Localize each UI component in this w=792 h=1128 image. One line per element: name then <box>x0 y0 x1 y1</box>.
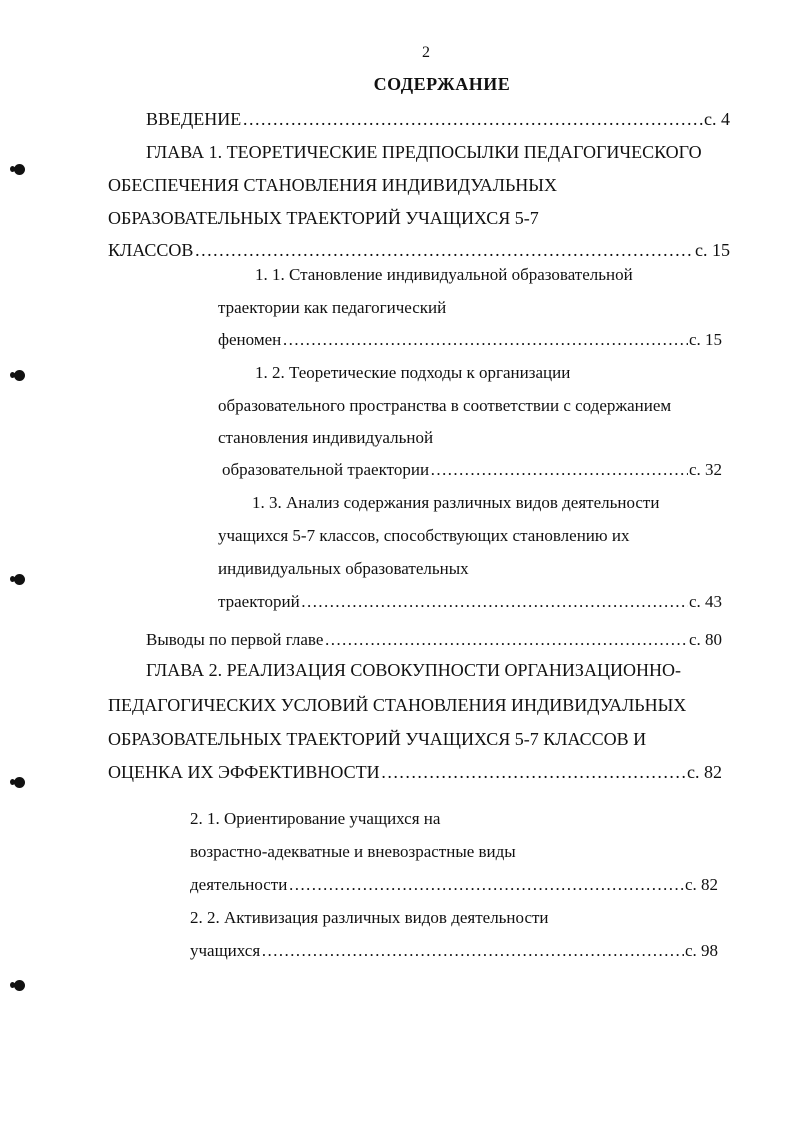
section-1-2-line: 1. 2. Теоретические подходы к организации <box>255 363 571 382</box>
toc-page: с. 15 <box>695 240 730 260</box>
toc-label: феномен <box>218 330 282 349</box>
page-title: СОДЕРЖАНИЕ <box>373 74 511 94</box>
chapter2-line: ПЕДАГОГИЧЕСКИХ УСЛОВИЙ СТАНОВЛЕНИЯ ИНДИВИДУАЛЬНЫХ <box>108 695 687 715</box>
chapter1-line: ОБЕСПЕЧЕНИЯ СТАНОВЛЕНИЯ ИНДИВИДУАЛЬНЫХ <box>108 175 557 195</box>
binding-hole <box>14 980 25 991</box>
toc-leader <box>194 239 694 261</box>
toc-entry-1-1 <box>218 329 722 351</box>
toc-page: с. 32 <box>688 460 722 479</box>
toc-leader <box>301 591 688 613</box>
toc-entry-chapter2 <box>108 761 722 783</box>
chapter1-line: ОБРАЗОВАТЕЛЬНЫХ ТРАЕКТОРИЙ УЧАЩИХСЯ 5-7 <box>108 208 539 228</box>
toc-label: образовательной траектории <box>222 460 430 479</box>
section-1-1-line: траектории как педагогический <box>218 298 447 317</box>
toc-leader <box>324 629 688 651</box>
section-1-1-line: 1. 1. Становление индивидуальной образовательной <box>255 265 633 284</box>
toc-label: деятельности <box>190 875 288 894</box>
toc-leader <box>288 874 684 896</box>
toc-leader <box>381 761 686 783</box>
binding-hole <box>14 574 25 585</box>
toc-page: с. 43 <box>688 592 722 611</box>
toc-leader <box>430 459 688 481</box>
toc-page: с. 82 <box>684 875 718 894</box>
toc-leader <box>242 108 703 130</box>
chapter2-line: ГЛАВА 2. РЕАЛИЗАЦИЯ СОВОКУПНОСТИ ОРГАНИЗАЦИОННО- <box>146 660 681 680</box>
toc-entry-chapter1 <box>108 239 730 261</box>
toc-label: траекторий <box>218 592 300 611</box>
page-number: 2 <box>422 44 430 61</box>
toc-leader <box>261 940 684 962</box>
toc-entry-2-1 <box>190 874 718 896</box>
toc-page: с. 98 <box>684 941 718 960</box>
section-1-2-line: становления индивидуальной <box>218 428 434 447</box>
toc-leader <box>282 329 688 351</box>
toc-label: Выводы по первой главе <box>146 630 324 649</box>
toc-entry-1-2 <box>222 459 722 481</box>
toc-entry-conclusion1 <box>146 629 722 651</box>
section-1-2-line: образовательного пространства в соответствии с содержанием <box>218 396 672 415</box>
section-1-3-line: 1. 3. Анализ содержания различных видов деятельности <box>252 493 660 512</box>
section-1-3-line: индивидуальных образовательных <box>218 559 469 578</box>
section-2-1-line: возрастно-адекватные и вневозрастные виды <box>190 842 516 861</box>
section-2-2-line: 2. 2. Активизация различных видов деятельности <box>190 908 549 927</box>
toc-page: с. 15 <box>688 330 722 349</box>
toc-page: с. 82 <box>687 762 722 782</box>
toc-entry-1-3 <box>218 591 722 613</box>
toc-label: учащихся <box>190 941 261 960</box>
toc-label: ОЦЕНКА ИХ ЭФФЕКТИВНОСТИ <box>108 762 380 782</box>
binding-hole <box>14 164 25 175</box>
toc-label: ВВЕДЕНИЕ <box>146 109 242 129</box>
toc-page: с. 4 <box>704 109 730 129</box>
section-2-1-line: 2. 1. Ориентирование учащихся на <box>190 809 441 828</box>
toc-page: с. 80 <box>688 630 722 649</box>
toc-label: КЛАССОВ <box>108 240 194 260</box>
toc-entry-2-2 <box>190 940 718 962</box>
section-1-3-line: учащихся 5-7 классов, способствующих становлению их <box>218 526 630 545</box>
chapter2-line: ОБРАЗОВАТЕЛЬНЫХ ТРАЕКТОРИЙ УЧАЩИХСЯ 5-7 КЛАССОВ И <box>108 729 647 749</box>
toc-entry-intro <box>146 108 730 130</box>
binding-hole <box>14 777 25 788</box>
chapter1-line: ГЛАВА 1. ТЕОРЕТИЧЕСКИЕ ПРЕДПОСЫЛКИ ПЕДАГОГИЧЕСКОГО <box>146 142 702 162</box>
binding-hole <box>14 370 25 381</box>
